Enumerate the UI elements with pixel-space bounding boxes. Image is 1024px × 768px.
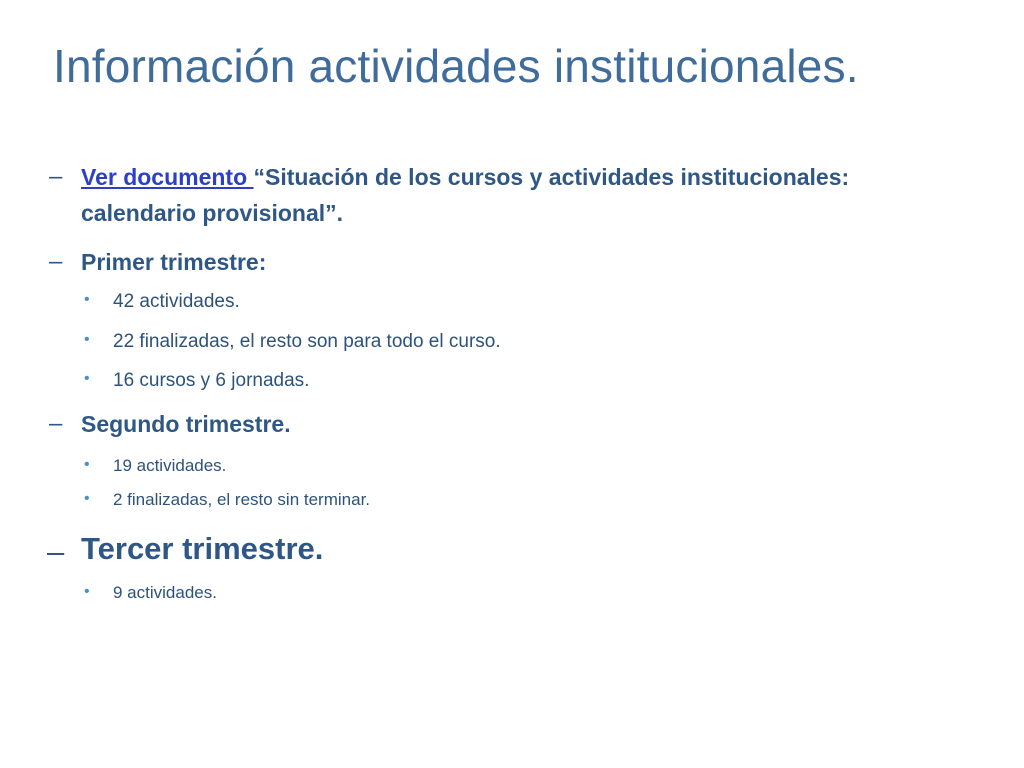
bullet-marker: •	[84, 456, 90, 473]
section-heading-segundo-trimestre: Segundo trimestre.	[81, 411, 291, 437]
list-item-text: 2 finalizadas, el resto sin terminar.	[113, 490, 371, 509]
slide-title: Información actividades institucionales.	[53, 40, 859, 92]
list-item-text	[81, 160, 849, 194]
document-title-text: “Situación de los cursos y actividades institucionales:	[253, 164, 850, 190]
document-title-text-line2: calendario provisional”.	[81, 200, 344, 226]
dash-marker: –	[49, 248, 63, 275]
list-item-text: 22 finalizadas, el resto son para todo el curso.	[113, 331, 501, 352]
document-link[interactable]: Ver documento	[81, 164, 254, 190]
list-item-text: 16 cursos y 6 jornadas.	[113, 370, 310, 391]
section-heading-primer-trimestre: Primer trimestre:	[81, 249, 267, 275]
dash-marker: –	[47, 534, 65, 569]
bullet-marker: •	[84, 583, 90, 600]
list-item-text: 19 actividades.	[113, 456, 227, 475]
bullet-marker: •	[84, 291, 90, 308]
bullet-marker: •	[84, 370, 90, 387]
section-heading-tercer-trimestre: Tercer trimestre.	[81, 531, 324, 566]
dash-marker: –	[49, 410, 63, 437]
bullet-marker: •	[84, 331, 90, 348]
list-item-text: 42 actividades.	[113, 291, 240, 312]
bullet-marker: •	[84, 490, 90, 507]
dash-marker: –	[49, 163, 63, 190]
list-item-text: 9 actividades.	[113, 583, 217, 602]
